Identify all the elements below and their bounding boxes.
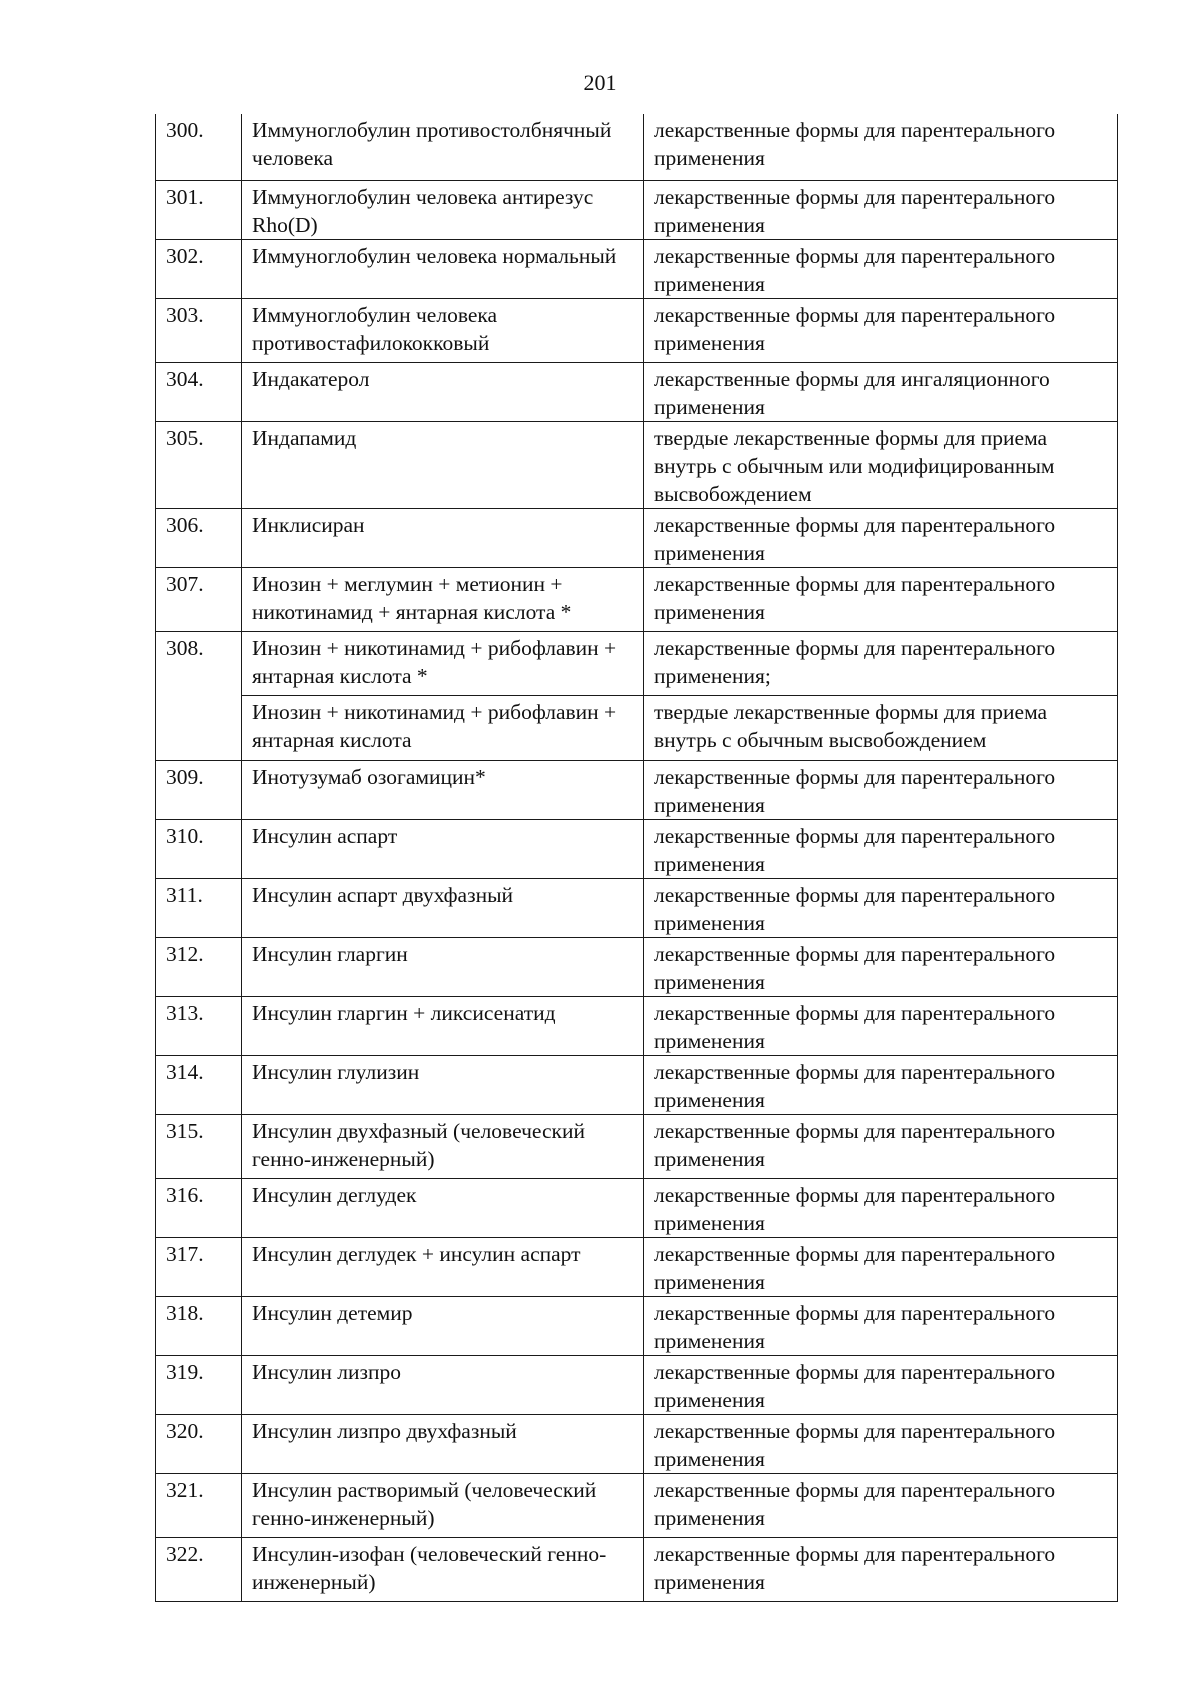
row-number: 322. xyxy=(156,1537,242,1601)
table-row xyxy=(156,1055,1118,1114)
row-number: 313. xyxy=(156,996,242,1055)
drug-name: Инозин + никотинамид + рибофлавин + янтарная кислота * xyxy=(242,631,644,695)
row-number: 310. xyxy=(156,819,242,878)
dosage-form: лекарственные формы для парентерального применения xyxy=(644,1537,1118,1601)
dosage-form: лекарственные формы для парентерального применения xyxy=(644,1355,1118,1414)
row-number: 321. xyxy=(156,1473,242,1537)
table-row xyxy=(156,362,1118,421)
table-row xyxy=(156,1414,1118,1473)
table-row xyxy=(156,760,1118,819)
table-row xyxy=(156,1355,1118,1414)
row-number: 317. xyxy=(156,1237,242,1296)
table-row xyxy=(156,114,1118,180)
drug-name: Инсулин-изофан (человеческий генно-инженерный) xyxy=(242,1537,644,1601)
drug-name: Инсулин деглудек xyxy=(242,1178,644,1237)
drug-name: Иммуноглобулин человека нормальный xyxy=(242,239,644,298)
table-row xyxy=(156,421,1118,508)
drug-name: Индакатерол xyxy=(242,362,644,421)
dosage-form: лекарственные формы для парентерального применения xyxy=(644,1114,1118,1178)
table-row xyxy=(156,695,1118,760)
dosage-form: лекарственные формы для парентерального применения xyxy=(644,508,1118,567)
drug-name: Инсулин глулизин xyxy=(242,1055,644,1114)
dosage-form: лекарственные формы для парентерального применения xyxy=(644,1473,1118,1537)
table-row xyxy=(156,1114,1118,1178)
drug-name: Инозин + меглумин + метионин + никотинамид + янтарная кислота * xyxy=(242,567,644,631)
dosage-form: лекарственные формы для парентерального применения xyxy=(644,1055,1118,1114)
dosage-form: лекарственные формы для парентерального применения xyxy=(644,878,1118,937)
row-number: 304. xyxy=(156,362,242,421)
row-number: 305. xyxy=(156,421,242,508)
table-row xyxy=(156,1178,1118,1237)
row-number: 318. xyxy=(156,1296,242,1355)
row-number: 306. xyxy=(156,508,242,567)
dosage-form: лекарственные формы для парентерального применения xyxy=(644,298,1118,362)
drug-name: Инсулин лизпро xyxy=(242,1355,644,1414)
row-number: 319. xyxy=(156,1355,242,1414)
dosage-form: лекарственные формы для парентерального применения xyxy=(644,1237,1118,1296)
drug-name: Иммуноглобулин человека противостафилококковый xyxy=(242,298,644,362)
table-row xyxy=(156,1237,1118,1296)
table-row xyxy=(156,180,1118,239)
dosage-form: лекарственные формы для парентерального применения; xyxy=(644,631,1118,695)
drug-name: Индапамид xyxy=(242,421,644,508)
dosage-form: лекарственные формы для ингаляционного применения xyxy=(644,362,1118,421)
drug-name: Инсулин двухфазный (человеческий генно-инженерный) xyxy=(242,1114,644,1178)
table-row xyxy=(156,631,1118,695)
row-number: 307. xyxy=(156,567,242,631)
dosage-form: твердые лекарственные формы для приема внутрь с обычным высвобождением xyxy=(644,695,1118,760)
dosage-form: лекарственные формы для парентерального применения xyxy=(644,239,1118,298)
table-row xyxy=(156,298,1118,362)
drug-name: Инсулин растворимый (человеческий генно-инженерный) xyxy=(242,1473,644,1537)
row-number: 315. xyxy=(156,1114,242,1178)
dosage-form: лекарственные формы для парентерального применения xyxy=(644,937,1118,996)
table-row xyxy=(156,937,1118,996)
dosage-form: лекарственные формы для парентерального применения xyxy=(644,1296,1118,1355)
page-number: 201 xyxy=(583,70,617,95)
row-number: 316. xyxy=(156,1178,242,1237)
row-number: 301. xyxy=(156,180,242,239)
drug-name: Инозин + никотинамид + рибофлавин + янтарная кислота xyxy=(242,695,644,760)
drug-name: Иммуноглобулин человека антирезус Rho(D) xyxy=(242,180,644,239)
table-row xyxy=(156,819,1118,878)
table-row xyxy=(156,996,1118,1055)
drug-name: Инотузумаб озогамицин* xyxy=(242,760,644,819)
row-number: 302. xyxy=(156,239,242,298)
drug-name: Инсулин гларгин + ликсисенатид xyxy=(242,996,644,1055)
drug-name: Инсулин аспарт xyxy=(242,819,644,878)
table-row xyxy=(156,1537,1118,1601)
drug-name: Инсулин деглудек + инсулин аспарт xyxy=(242,1237,644,1296)
drug-name: Инсулин аспарт двухфазный xyxy=(242,878,644,937)
dosage-form: лекарственные формы для парентерального применения xyxy=(644,819,1118,878)
dosage-form: лекарственные формы для парентерального применения xyxy=(644,180,1118,239)
drug-name: Инклисиран xyxy=(242,508,644,567)
drug-name: Иммуноглобулин противостолбнячный человека xyxy=(242,114,644,180)
dosage-form: твердые лекарственные формы для приема внутрь с обычным или модифицированным высвобождением xyxy=(644,421,1118,508)
row-number: 320. xyxy=(156,1414,242,1473)
row-number: 312. xyxy=(156,937,242,996)
drug-table xyxy=(155,114,1118,1602)
row-number: 309. xyxy=(156,760,242,819)
table-row xyxy=(156,1473,1118,1537)
dosage-form: лекарственные формы для парентерального применения xyxy=(644,996,1118,1055)
row-number: 311. xyxy=(156,878,242,937)
row-number: 308. xyxy=(156,631,242,760)
drug-name: Инсулин лизпро двухфазный xyxy=(242,1414,644,1473)
drug-name: Инсулин гларгин xyxy=(242,937,644,996)
table-row xyxy=(156,508,1118,567)
dosage-form: лекарственные формы для парентерального применения xyxy=(644,567,1118,631)
table-row xyxy=(156,567,1118,631)
table-row xyxy=(156,1296,1118,1355)
drug-name: Инсулин детемир xyxy=(242,1296,644,1355)
dosage-form: лекарственные формы для парентерального применения xyxy=(644,760,1118,819)
row-number: 303. xyxy=(156,298,242,362)
dosage-form: лекарственные формы для парентерального применения xyxy=(644,1178,1118,1237)
row-number: 300. xyxy=(156,114,242,180)
dosage-form: лекарственные формы для парентерального применения xyxy=(644,1414,1118,1473)
table-row xyxy=(156,239,1118,298)
table-row xyxy=(156,878,1118,937)
row-number: 314. xyxy=(156,1055,242,1114)
dosage-form: лекарственные формы для парентерального применения xyxy=(644,114,1118,180)
